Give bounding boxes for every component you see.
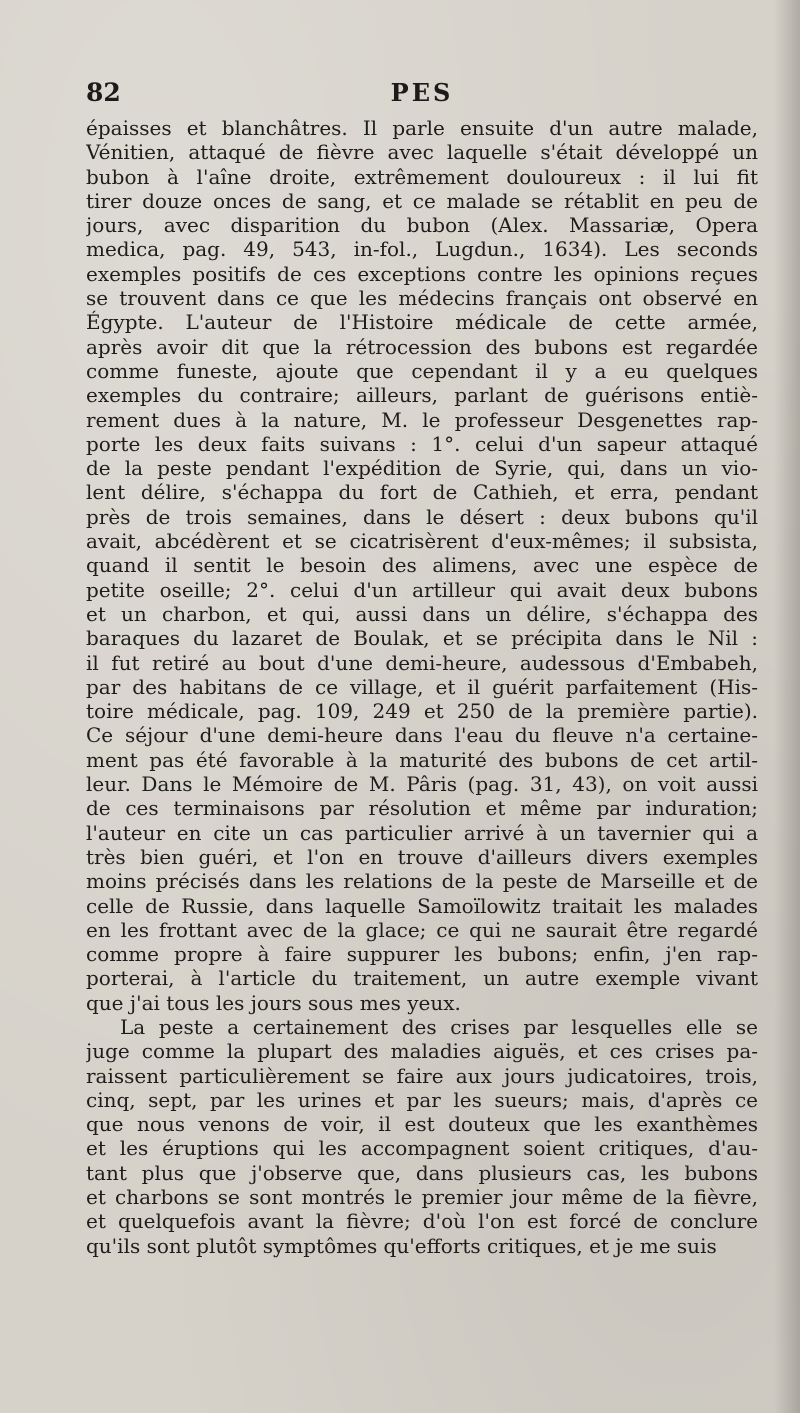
text-line: que nous venons de voir, il est douteux que les exanthèmes xyxy=(86,1112,758,1137)
text-line: tirer douze onces de sang, et ce malade se rétablit en peu de xyxy=(86,188,758,213)
text-line: jours, avec disparition du bubon (Alex. Massariæ, Opera xyxy=(86,213,758,238)
text-line: par des habitans de ce village, et il guérit parfaitement (His- xyxy=(86,674,758,699)
text-line: porte les deux faits suivans : 1°. celui d'un sapeur attaqué xyxy=(86,431,758,456)
text-line: quand il sentit le besoin des alimens, avec une espèce de xyxy=(86,553,758,578)
text-line: que j'ai tous les jours sous mes yeux. xyxy=(86,990,461,1015)
text-line: épaisses et blanchâtres. Il parle ensuite d'un autre malade, xyxy=(86,116,758,140)
text-line: exemples positifs de ces exceptions contre les opinions reçues xyxy=(86,261,758,286)
text-line: raissent particulièrement se faire aux jours judicatoires, trois, xyxy=(86,1063,758,1088)
text-line: moins précisés dans les relations de la peste de Marseille et de xyxy=(86,869,758,894)
text-line: La peste a certainement des crises par lesquelles elle se xyxy=(120,1014,758,1039)
text-line: comme funeste, ajoute que cependant il y a eu quelques xyxy=(86,358,758,383)
text-line: avait, abcédèrent et se cicatrisèrent d'eux-mêmes; il subsista, xyxy=(86,529,758,554)
text-line: porterai, à l'article du traitement, un autre exemple vivant xyxy=(86,966,758,991)
text-line: toire médicale, pag. 109, 249 et 250 de la première partie). xyxy=(86,699,758,724)
text-line: il fut retiré au bout d'une demi-heure, audessous d'Embabeh, xyxy=(86,650,758,675)
text-line: tant plus que j'observe que, dans plusieurs cas, les bubons xyxy=(86,1160,758,1185)
text-line: Vénitien, attaqué de fièvre avec laquelle s'était développé un xyxy=(86,140,758,165)
text-line: de la peste pendant l'expédition de Syrie, qui, dans un vio- xyxy=(86,456,758,481)
text-line: de ces terminaisons par résolution et même par induration; xyxy=(86,796,758,821)
text-line: et charbons se sont montrés le premier jour même de la fièvre, xyxy=(86,1185,758,1210)
text-line: bubon à l'aîne droite, extrêmement douloureux : il lui fit xyxy=(86,164,758,189)
running-head: PES xyxy=(390,78,454,107)
text-line: baraques du lazaret de Boulak, et se précipita dans le Nil : xyxy=(86,626,758,651)
text-line: rement dues à la nature, M. le professeur Desgenettes rap- xyxy=(86,407,758,432)
text-line: ment pas été favorable à la maturité des bubons de cet artil- xyxy=(86,747,758,772)
text-line: celle de Russie, dans laquelle Samoïlowitz traitait les malades xyxy=(86,893,758,918)
text-line: près de trois semaines, dans le désert : deux bubons qu'il xyxy=(86,504,758,529)
text-line: Ce séjour d'une demi-heure dans l'eau du fleuve n'a certaine- xyxy=(86,723,758,748)
text-line: comme propre à faire suppurer les bubons; enfin, j'en rap- xyxy=(86,942,758,967)
text-line: juge comme la plupart des maladies aiguës, et ces crises pa- xyxy=(86,1039,758,1064)
body-text xyxy=(86,116,758,1258)
text-line: cinq, sept, par les urines et par les sueurs; mais, d'après ce xyxy=(86,1087,758,1112)
page-edge-shadow xyxy=(774,0,800,1413)
text-line: leur. Dans le Mémoire de M. Pâris (pag. 31, 43), on voit aussi xyxy=(86,772,758,797)
text-line: après avoir dit que la rétrocession des bubons est regardée xyxy=(86,334,758,359)
text-line: lent délire, s'échappa du fort de Cathieh, et erra, pendant xyxy=(86,480,758,505)
text-line: et les éruptions qui les accompagnent soient critiques, d'au- xyxy=(86,1136,758,1161)
page-header xyxy=(86,78,758,114)
text-line: l'auteur en cite un cas particulier arrivé à un tavernier qui a xyxy=(86,820,758,845)
text-line: medica, pag. 49, 543, in-fol., Lugdun., 1634). Les seconds xyxy=(86,237,758,262)
text-line: se trouvent dans ce que les médecins français ont observé en xyxy=(86,286,758,311)
page-number: 82 xyxy=(86,78,121,107)
text-line: qu'ils sont plutôt symptômes qu'efforts critiques, et je me suis xyxy=(86,1233,717,1258)
text-line: Égypte. L'auteur de l'Histoire médicale de cette armée, xyxy=(86,310,758,335)
text-line: et un charbon, et qui, aussi dans un délire, s'échappa des xyxy=(86,601,758,626)
text-line: et quelquefois avant la fièvre; d'où l'on est forcé de conclure xyxy=(86,1209,758,1234)
text-line: exemples du contraire; ailleurs, parlant de guérisons entiè- xyxy=(86,383,758,408)
text-line: en les frottant avec de la glace; ce qui ne saurait être regardé xyxy=(86,917,758,942)
text-line: petite oseille; 2°. celui d'un artilleur qui avait deux bubons xyxy=(86,577,758,602)
text-line: très bien guéri, et l'on en trouve d'ailleurs divers exemples xyxy=(86,844,758,869)
